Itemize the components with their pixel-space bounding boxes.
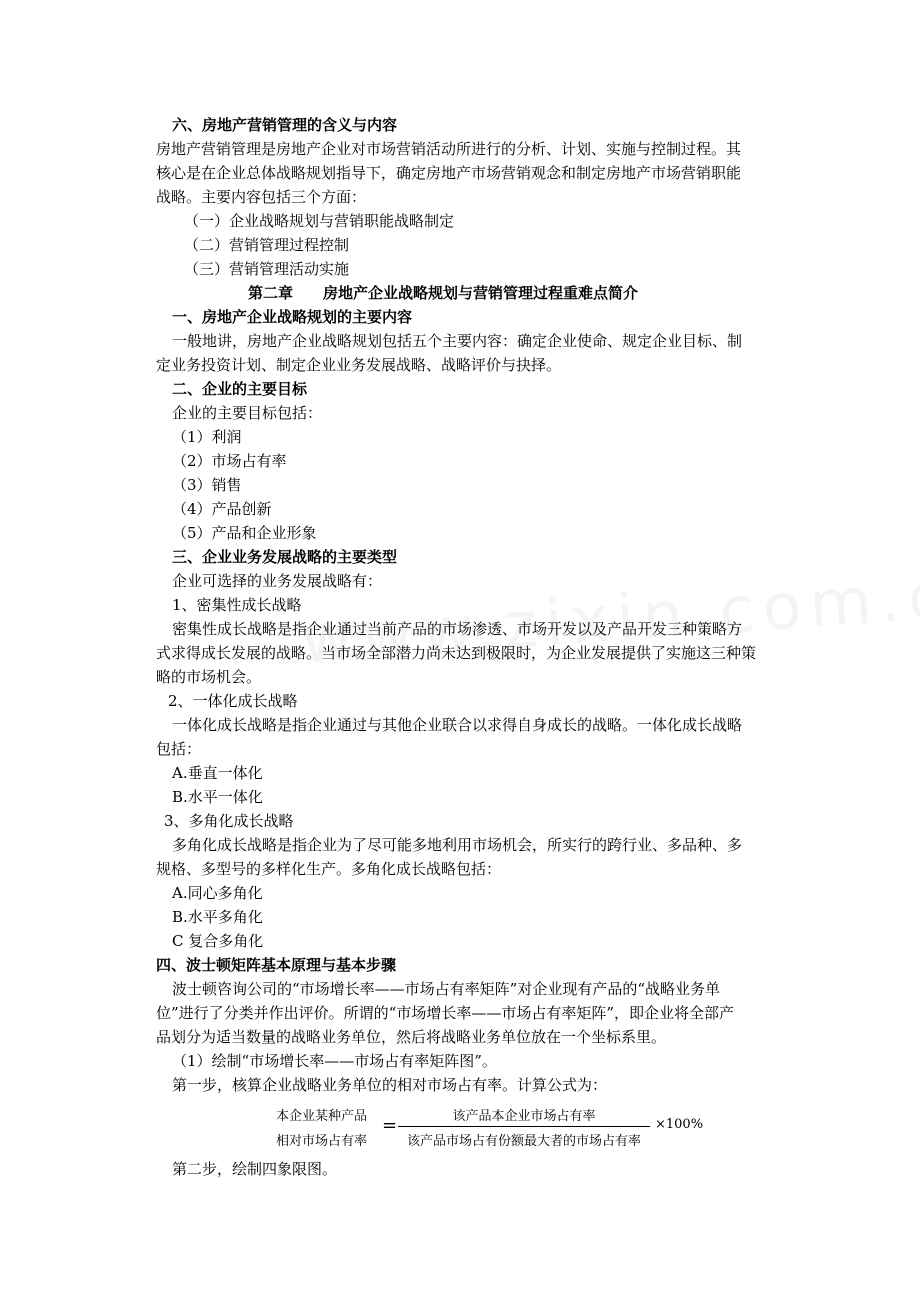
paragraph-line: 企业可选择的业务发展战略有： — [172, 572, 383, 590]
section-heading-6: 六、房地产营销管理的含义与内容 — [172, 116, 398, 134]
list-item: （4）产品创新 — [172, 500, 272, 518]
formula-lhs-line2: 相对市场占有率 — [276, 1134, 368, 1149]
formula-lhs-line1: 本企业某种产品 — [276, 1109, 368, 1124]
subheading: 3、多角化成长战略 — [164, 812, 294, 830]
paragraph-line: 略的市场机会。 — [156, 668, 262, 686]
paragraph-line: 核心是在企业总体战略规划指导下，确定房地产市场营销观念和制定房地产市场营销职能 — [156, 164, 742, 182]
list-item: B.水平多角化 — [172, 908, 263, 926]
list-item: （三）营销管理活动实施 — [184, 260, 350, 278]
list-item: （一）企业战略规划与营销职能战略制定 — [184, 212, 455, 230]
paragraph-line: 房地产营销管理是房地产企业对市场营销活动所进行的分析、计划、实施与控制过程。其 — [156, 140, 742, 158]
paragraph-line: 定业务投资计划、制定企业业务发展战略、战略评价与抉择。 — [156, 356, 562, 374]
section-heading-3: 三、企业业务发展战略的主要类型 — [172, 548, 398, 566]
list-item: （5）产品和企业形象 — [172, 524, 317, 542]
paragraph-line: 战略。主要内容包括三个方面： — [156, 188, 367, 206]
formula-equals: = — [382, 1115, 398, 1136]
list-item: （3）销售 — [172, 476, 242, 494]
paragraph-line: 一体化成长战略是指企业通过与其他企业联合以求得自身成长的战略。一体化成长战略 — [172, 716, 743, 734]
list-item: （2）市场占有率 — [172, 452, 287, 470]
list-item: C 复合多角化 — [172, 932, 264, 950]
subheading: 2、一体化成长战略 — [168, 692, 298, 710]
relative-market-share-formula — [270, 1105, 720, 1153]
list-item: （1）利润 — [172, 428, 242, 446]
subheading: 1、密集性成长战略 — [172, 596, 302, 614]
paragraph-line: 位”进行了分类并作出评价。所谓的“市场增长率——市场占有率矩阵”，即企业将全部产 — [156, 1004, 735, 1022]
list-item: A.垂直一体化 — [172, 764, 263, 782]
section-heading-1: 一、房地产企业战略规划的主要内容 — [172, 308, 413, 326]
formula-denominator: 该产品市场占有份额最大者的市场占有率 — [406, 1134, 641, 1149]
paragraph-line: （1）绘制“市场增长率——市场占有率矩阵图”。 — [172, 1052, 497, 1070]
paragraph-line: 第二步，绘制四象限图。 — [172, 1160, 338, 1178]
formula-multiplier: ×100% — [655, 1117, 704, 1132]
paragraph-line: 第一步，核算企业战略业务单位的相对市场占有率。计算公式为： — [172, 1076, 608, 1094]
paragraph-line: 式求得成长发展的战略。当市场全部潜力尚未达到极限时，为企业发展提供了实施这三种策 — [156, 644, 757, 662]
paragraph-line: 波士顿咨询公司的“市场增长率——市场占有率矩阵”对企业现有产品的“战略业务单 — [172, 980, 721, 998]
list-item: B.水平一体化 — [172, 788, 263, 806]
paragraph-line: 企业的主要目标包括： — [172, 404, 323, 422]
formula-numerator: 该产品本企业市场占有率 — [452, 1109, 596, 1124]
paragraph-line: 规格、多型号的多样化生产。多角化成长战略包括： — [156, 860, 502, 878]
list-item: （二）营销管理过程控制 — [184, 236, 350, 254]
section-heading-2: 二、企业的主要目标 — [172, 380, 308, 398]
paragraph-line: 一般地讲，房地产企业战略规划包括五个主要内容：确定企业使命、规定企业目标、制 — [172, 332, 743, 350]
paragraph-line: 多角化成长战略是指企业为了尽可能多地利用市场机会，所实行的跨行业、多品种、多 — [172, 836, 743, 854]
paragraph-line: 包括： — [156, 740, 202, 758]
list-item: A.同心多角化 — [172, 884, 263, 902]
section-heading-4: 四、波士顿矩阵基本原理与基本步骤 — [156, 956, 397, 974]
chapter-title: 第二章 房地产企业战略规划与营销管理过程重难点简介 — [248, 284, 639, 302]
fraction-bar — [398, 1126, 650, 1127]
paragraph-line: 密集性成长战略是指企业通过当前产品的市场渗透、市场开发以及产品开发三种策略方 — [172, 620, 743, 638]
paragraph-line: 品划分为适当数量的战略业务单位，然后将战略业务单位放在一个坐标系里。 — [156, 1028, 667, 1046]
